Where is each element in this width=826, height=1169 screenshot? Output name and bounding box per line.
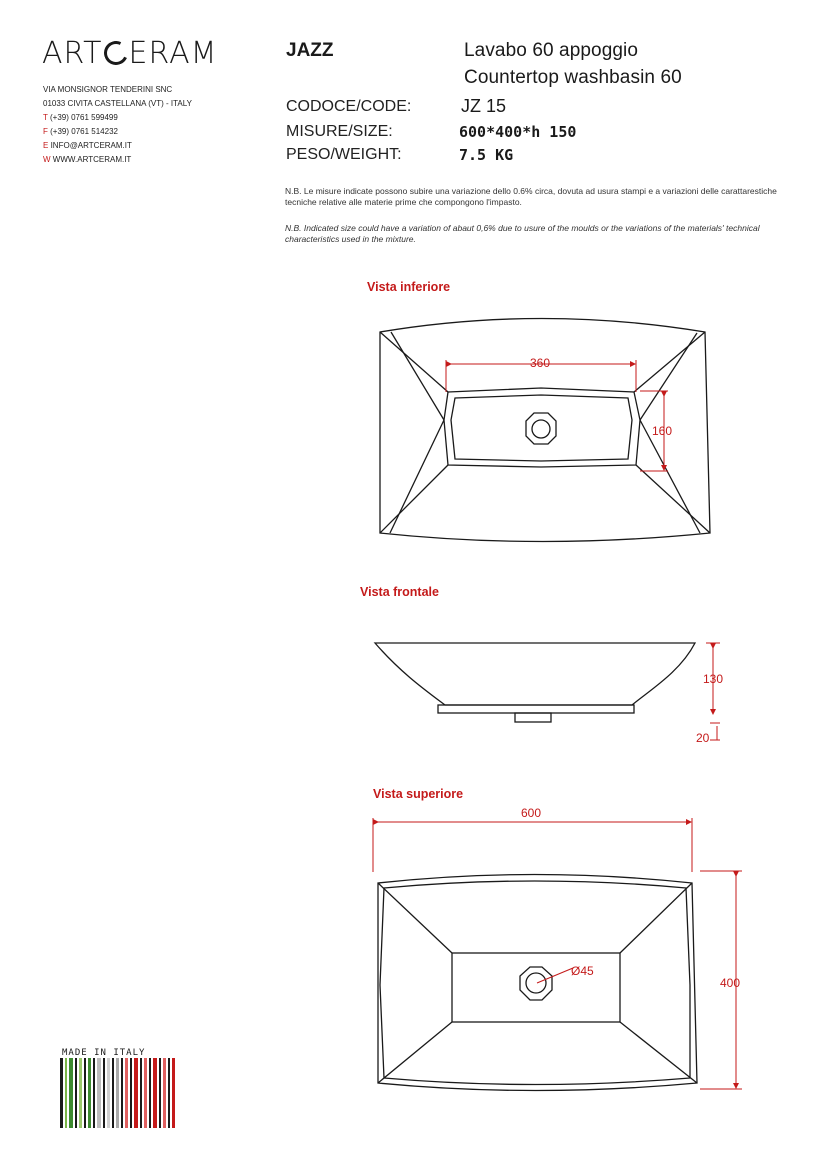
- front-dim-height: 130: [703, 672, 724, 686]
- top-dim-height: 400: [720, 976, 741, 990]
- model-name: JAZZ: [286, 40, 334, 61]
- note-english: N.B. Indicated size could have a variation of abaut 0,6% due to usure of the moulds or the variations of the materials' technical characteristics used in the mixture.: [285, 223, 760, 244]
- bottom-dim-width: 360: [530, 356, 551, 370]
- top-view-title: Vista superiore: [373, 787, 464, 801]
- bottom-dim-height: 160: [652, 424, 673, 438]
- size-value: 600*400*h 150: [459, 123, 577, 141]
- title-italian: Lavabo 60 appoggio: [464, 40, 639, 61]
- made-in-italy-label: MADE IN ITALY: [62, 1048, 146, 1058]
- front-view-dimensions: [706, 643, 720, 740]
- front-view-drawing: [375, 643, 695, 722]
- bottom-view-dimensions: [446, 360, 668, 471]
- phone-line: T (+39) 0761 599499: [43, 113, 118, 122]
- code-value: JZ 15: [461, 96, 507, 116]
- bottom-view-title: Vista inferiore: [367, 280, 451, 294]
- address-line-1: VIA MONSIGNOR TENDERINI SNC: [43, 85, 173, 94]
- top-dim-drain: Ø45: [571, 964, 594, 978]
- logo-text-right: ERAM: [128, 36, 218, 71]
- front-dim-base: 20: [696, 731, 710, 745]
- made-in-italy-barcode-icon: [60, 1058, 175, 1128]
- size-label: MISURE/SIZE:: [286, 123, 393, 140]
- top-dim-width: 600: [521, 806, 542, 820]
- address-line-2: 01033 CIVITA CASTELLANA (VT) - ITALY: [43, 99, 192, 108]
- logo-text-left: ART: [42, 36, 103, 71]
- front-view-title: Vista frontale: [360, 585, 439, 599]
- weight-label: PESO/WEIGHT:: [286, 146, 402, 163]
- weight-value: 7.5 KG: [459, 146, 514, 164]
- note-italian: N.B. Le misure indicate possono subire una variazione dello 0.6% circa, dovuta ad usura stampi e a variazioni delle carattarestiche tecniche relative alle materie prime che compongono l'impasto.: [285, 186, 777, 207]
- fax-line: F (+39) 0761 514232: [43, 127, 118, 136]
- title-english: Countertop washbasin 60: [464, 67, 682, 88]
- website-line[interactable]: W WWW.ARTCERAM.IT: [43, 155, 132, 164]
- email-line[interactable]: E INFO@ARTCERAM.IT: [43, 141, 132, 150]
- code-label: CODOCE/CODE:: [286, 98, 412, 115]
